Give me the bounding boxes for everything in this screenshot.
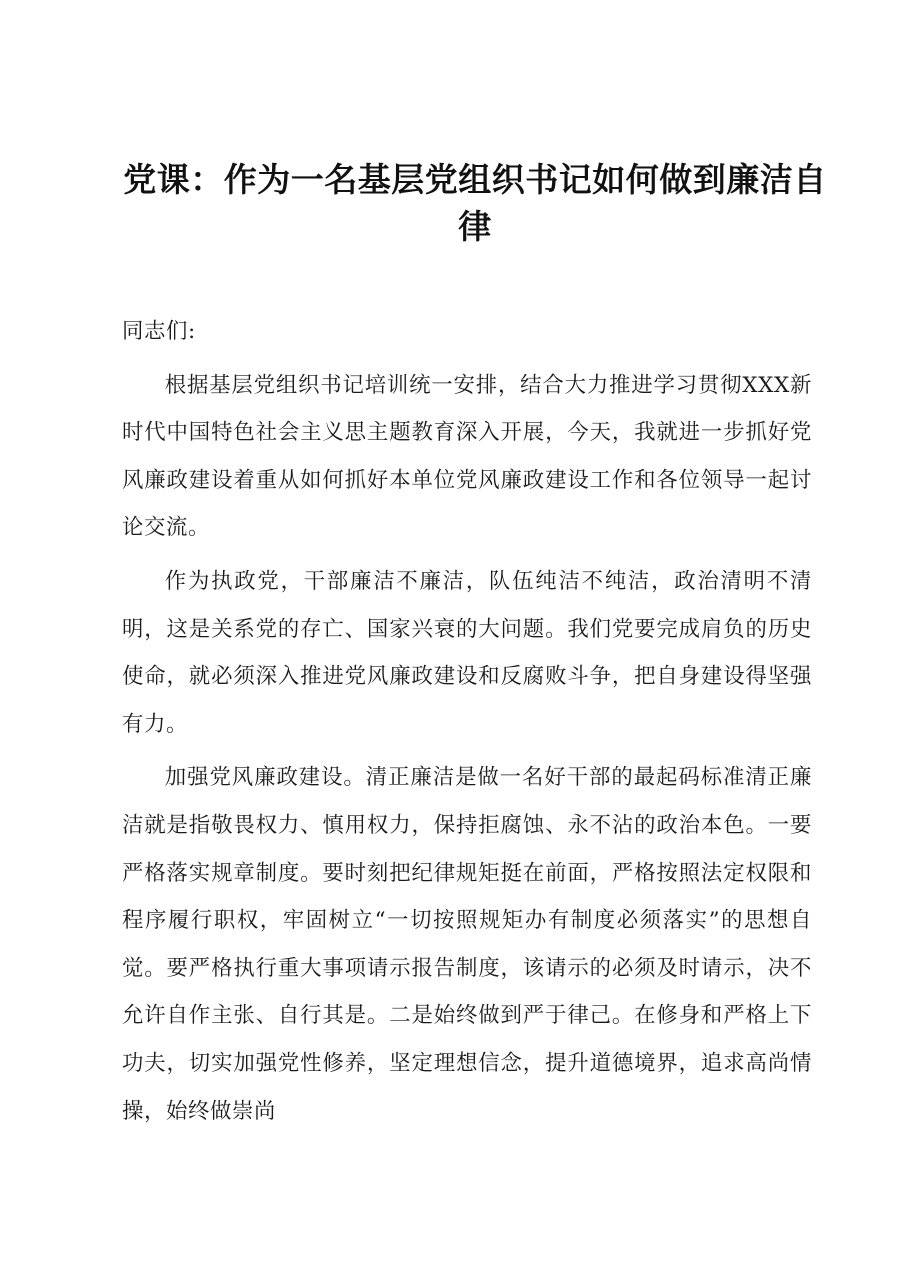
document-title: 党课：作为一名基层党组织书记如何做到廉洁自律 [123, 160, 827, 246]
paragraph-3: 加强党风廉政建设。清正廉洁是做一名好干部的最起码标准清正廉洁就是指敬畏权力、慎用权力，保持拒腐蚀、永不沾的政治本色。一要严格落实规章制度。要时刻把纪律规矩挺在前面，严格按照法定权限和程序履行职权，牢固树立“一切按照规矩办有制度必须落实”的思想自觉。要严格执行重大事项请示报告制度，该请示的必须及时请示，决不允许自作主张、自行其是。二是始终做到严于律己。在修身和严格上下功夫，切实加强党性修养，坚定理想信念，提升道德境界，追求高尚情操，始终做崇尚 [122, 765, 812, 1124]
salutation: 同志们: [122, 319, 196, 344]
paragraph-2: 作为执政党，干部廉洁不廉洁，队伍纯洁不纯洁，政治清明不清明，这是关系党的存亡、国家兴衰的大问题。我们党要完成肩负的历史使命，就必须深入推进党风廉政建设和反腐败斗争，把自身建设得坚强有力。 [122, 568, 812, 737]
document-body [122, 308, 812, 1141]
paragraph-1: 根据基层党组织书记培训统一安排，结合大力推进学习贯彻XXX新时代中国特色社会主义思主题教育深入开展，今天，我就进一步抓好党风廉政建设着重从如何抓好本单位党风廉政建设工作和各位领导一起讨论交流。 [122, 372, 812, 541]
